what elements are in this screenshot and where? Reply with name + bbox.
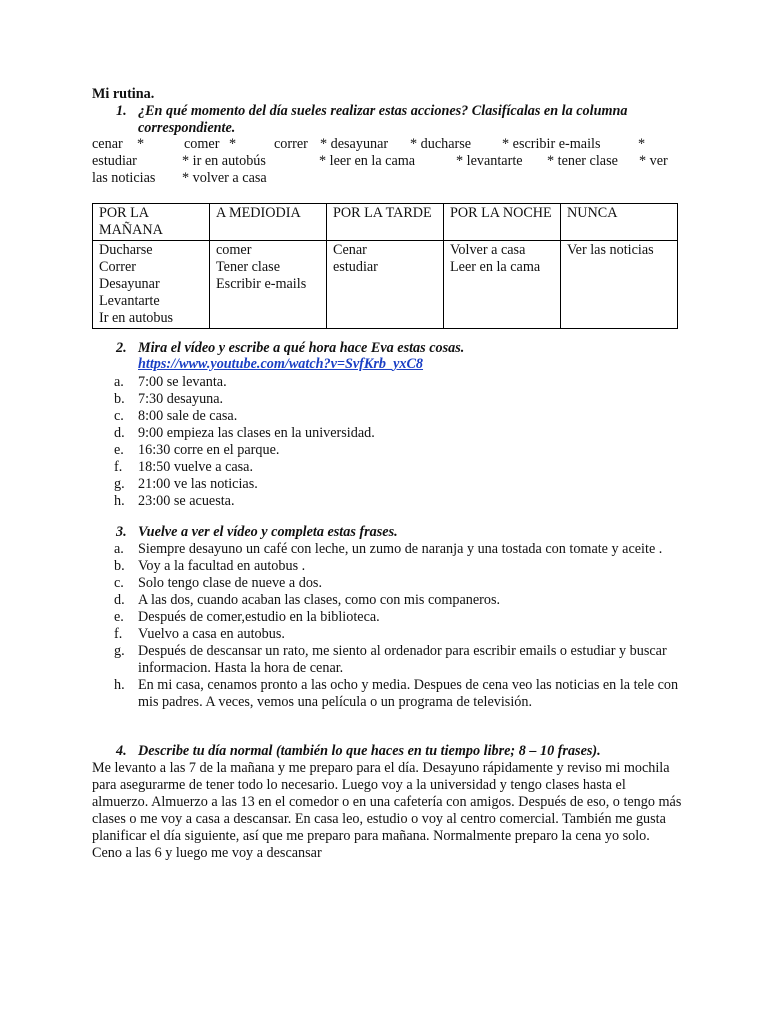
table-header-cell: POR LA MAÑANA — [93, 204, 210, 241]
table-entry: Correr — [99, 259, 137, 275]
word-item: cenar — [92, 136, 123, 152]
question-text: Vuelve a ver el vídeo y completa estas frases. — [138, 524, 398, 540]
list-item: c. 8:00 sale de casa. — [114, 408, 238, 424]
table-entry: Ducharse — [99, 242, 153, 258]
table-entry: Desayunar — [99, 276, 160, 292]
question-number: 3. — [116, 524, 127, 540]
classification-table — [92, 203, 678, 329]
question-number: 2. — [116, 340, 127, 356]
table-cell-tarde — [327, 241, 444, 329]
question-1 — [116, 103, 628, 136]
list-item: c. Solo tengo clase de nueve a dos. — [114, 575, 322, 591]
word-item: * — [638, 136, 646, 152]
table-entry: comer — [216, 242, 252, 258]
question-4 — [116, 743, 601, 760]
answer-list-3 — [114, 541, 680, 711]
list-item: f. Vuelvo a casa en autobus. — [114, 626, 285, 642]
question-number: 4. — [116, 743, 127, 759]
word-bank-line — [92, 170, 677, 187]
table-cell-manana — [93, 241, 210, 329]
question-number: 1. — [116, 103, 127, 119]
word-bank-line — [92, 136, 677, 153]
word-item: * — [229, 136, 237, 152]
table-row — [93, 241, 678, 329]
question-text: Mira el vídeo y escribe a qué hora hace Eva estas cosas. — [138, 340, 465, 356]
question-2 — [116, 340, 465, 357]
list-item: d. A las dos, cuando acaban las clases, como con mis companeros. — [114, 592, 501, 608]
table-header-cell: POR LA TARDE — [327, 204, 444, 241]
word-item: * ir en autobús — [182, 153, 266, 169]
word-item: * tener clase — [547, 153, 618, 169]
table-entry: estudiar — [333, 259, 378, 275]
table-header-cell: NUNCA — [561, 204, 678, 241]
word-item: * — [137, 136, 145, 152]
word-item: * levantarte — [456, 153, 523, 169]
table-header-cell: POR LA NOCHE — [444, 204, 561, 241]
list-item: a. Siempre desayuno un café con leche, un zumo de naranja y una tostada con tomate y aceite . — [114, 541, 663, 557]
word-item: * escribir e-mails — [502, 136, 601, 152]
question-text: ¿En qué momento del día sueles realizar estas acciones? Clasifícalas en la columna correspondiente. — [138, 103, 628, 136]
table-entry: Ver las noticias — [567, 242, 654, 258]
answer-paragraph: Me levanto a las 7 de la mañana y me preparo para el día. Desayuno rápidamente y reviso mi mochila para asegurarme de tener todo lo necesario. Luego voy a la universidad y tengo clases hasta el almuerzo. Almuerzo a las 13 en el comedor o en una cafetería con amigos. Después de eso, o tengo más clases o me voy a casa a descansar. En casa leo, estudio o voy al centro comercial. También me gusta planificar el día siguiente, así que me preparo para mañana. Normalmente preparo la cena yo solo. Ceno a las 6 y luego me voy a descansar — [92, 760, 682, 861]
table-entry: Tener clase — [216, 259, 280, 275]
question-text: Describe tu día normal (también lo que haces en tu tiempo libre; 8 – 10 frases). — [138, 743, 601, 759]
list-item: e. Después de comer,estudio en la biblioteca. — [114, 609, 380, 625]
table-cell-nunca — [561, 241, 678, 329]
word-bank-line — [92, 153, 677, 170]
word-bank — [92, 136, 677, 187]
table-cell-mediodia — [210, 241, 327, 329]
word-item: comer — [184, 136, 220, 152]
list-item: h. 23:00 se acuesta. — [114, 493, 235, 509]
word-item: las noticias — [92, 170, 156, 186]
list-item: d. 9:00 empieza las clases en la universidad. — [114, 425, 375, 441]
video-link[interactable]: https://www.youtube.com/watch?v=SvfKrb_yxC8 — [138, 356, 424, 372]
table-entry: Levantarte — [99, 293, 160, 309]
list-item: h. En mi casa, cenamos pronto a las ocho y media. Despues de cena veo las noticias en la tele con mis padres. A veces, vemos una película o un programa de televisión. — [114, 677, 679, 710]
list-item: g. 21:00 ve las noticias. — [114, 476, 258, 492]
page-title: Mi rutina. — [92, 86, 155, 102]
list-item: b. Voy a la facultad en autobus . — [114, 558, 306, 574]
list-item: b. 7:30 desayuna. — [114, 391, 224, 407]
table-cell-noche — [444, 241, 561, 329]
table-entry: Cenar — [333, 242, 367, 258]
question-3 — [116, 524, 398, 541]
word-item: * volver a casa — [182, 170, 267, 186]
list-item: g. Después de descansar un rato, me siento al ordenador para escribir emails o estudiar y buscar informacion. Hasta la hora de cenar. — [114, 643, 667, 676]
word-item: correr — [274, 136, 308, 152]
word-item: * leer en la cama — [319, 153, 416, 169]
table-entry: Ir en autobus — [99, 310, 174, 326]
answer-list-2 — [114, 374, 680, 510]
table-header-row — [93, 204, 678, 241]
list-item: a. 7:00 se levanta. — [114, 374, 227, 390]
word-item: * ver — [639, 153, 668, 169]
table-entry: Volver a casa — [450, 242, 526, 258]
word-item: * desayunar — [320, 136, 389, 152]
word-item: estudiar — [92, 153, 137, 169]
table-entry: Escribir e-mails — [216, 276, 307, 292]
list-item: f. 18:50 vuelve a casa. — [114, 459, 254, 475]
word-item: * ducharse — [410, 136, 472, 152]
list-item: e. 16:30 corre en el parque. — [114, 442, 280, 458]
table-header-cell: A MEDIODIA — [210, 204, 327, 241]
table-entry: Leer en la cama — [450, 259, 541, 275]
